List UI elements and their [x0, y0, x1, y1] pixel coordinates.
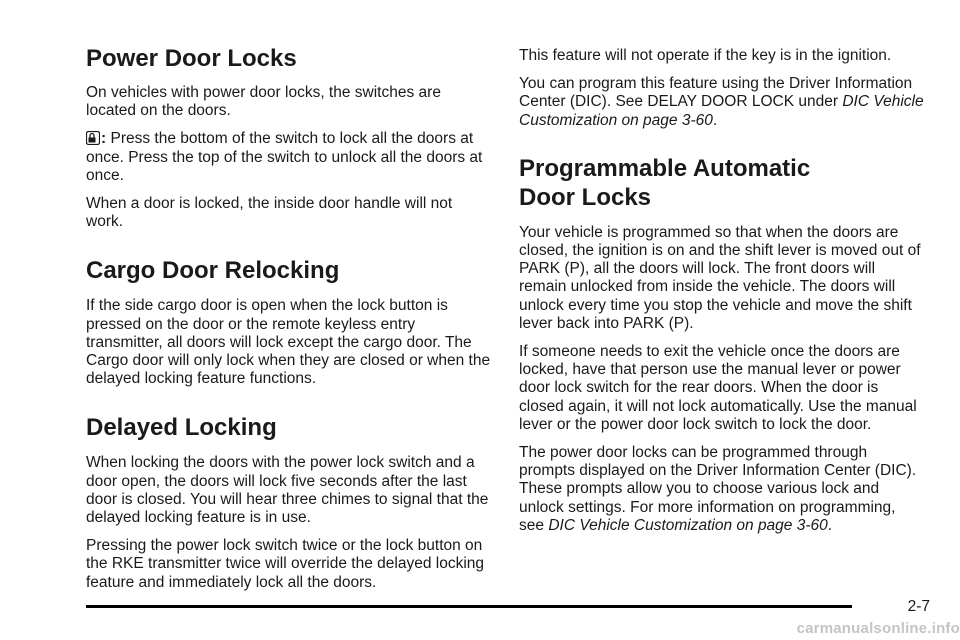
- programmable-para2: If someone needs to exit the vehicle once the doors are locked, have that person use the manual lever or power door lock switch for the rear doors. When the door is closed again, it will not lock automatically. Use the manual lever or the power door lock switch to lock the door.: [519, 343, 917, 433]
- heading-programmable-line1: Programmable Automatic: [519, 154, 811, 182]
- right-para2-text: You can program this feature using the Driver Information Center (DIC). See DELAY DOOR LOCK under: [519, 75, 913, 111]
- right-para2-ref: DIC Vehicle Customization on page 3-60: [519, 93, 924, 129]
- programmable-para3-text: The power door locks can be programmed through prompts displayed on the Driver Information Center (DIC). These prompts allow you to choose various lock and unlock settings. For more information on programming, see: [519, 444, 917, 534]
- footer-rule: [86, 605, 852, 608]
- power-door-locks-para2-wrap: [86, 130, 491, 185]
- lock-icon: [86, 131, 100, 145]
- power-door-locks-para1: On vehicles with power door locks, the switches are located on the doors.: [86, 84, 441, 120]
- programmable-para3-ref: DIC Vehicle Customization on page 3-60: [548, 516, 828, 534]
- right-para2: [519, 75, 924, 130]
- delayed-locking-para1: When locking the doors with the power lock switch and a door open, the doors will lock five seconds after the last door is closed. You will hear three chimes to signal that the delayed locking feature is in use.: [86, 454, 489, 527]
- heading-programmable-line2: Door Locks: [519, 183, 652, 211]
- power-door-locks-para2: Press the bottom of the switch to lock all the doors at once. Press the top of the switch to unlock all the doors at once.: [86, 130, 483, 184]
- heading-power-door-locks: Power Door Locks: [86, 45, 297, 72]
- programmable-para1: Your vehicle is programmed so that when the doors are closed, the ignition is on and the shift lever is moved out of PARK (P), all the doors will lock. The front doors will remain unlocked from inside the vehicle. The doors will unlock every time you stop the vehicle and move the shift lever back into PARK (P).: [519, 223, 921, 332]
- page-number: 2-7: [907, 598, 930, 615]
- cargo-door-relocking-para1: If the side cargo door is open when the lock button is pressed on the door or the remote keyless entry transmitter, all doors will lock except the cargo door. The Cargo door will only lock when they are closed or when the delayed locking feature functions.: [86, 297, 491, 388]
- lock-icon-label: :: [101, 130, 107, 148]
- watermark: carmanualsonline.info: [796, 620, 960, 637]
- programmable-para3: [519, 444, 924, 535]
- right-column: [519, 0, 924, 535]
- right-para1: This feature will not operate if the key is in the ignition.: [519, 47, 892, 64]
- delayed-locking-para2: Pressing the power lock switch twice or the lock button on the RKE transmitter twice will override the delayed locking feature and immediately lock all the doors.: [86, 537, 485, 591]
- heading-cargo-door-relocking: Cargo Door Relocking: [86, 257, 340, 285]
- left-column: [86, 0, 491, 592]
- power-door-locks-para3: When a door is locked, the inside door handle will not work.: [86, 195, 453, 231]
- programmable-para3-end: .: [827, 516, 833, 534]
- heading-delayed-locking: Delayed Locking: [86, 414, 277, 442]
- right-para2-end: .: [712, 111, 718, 129]
